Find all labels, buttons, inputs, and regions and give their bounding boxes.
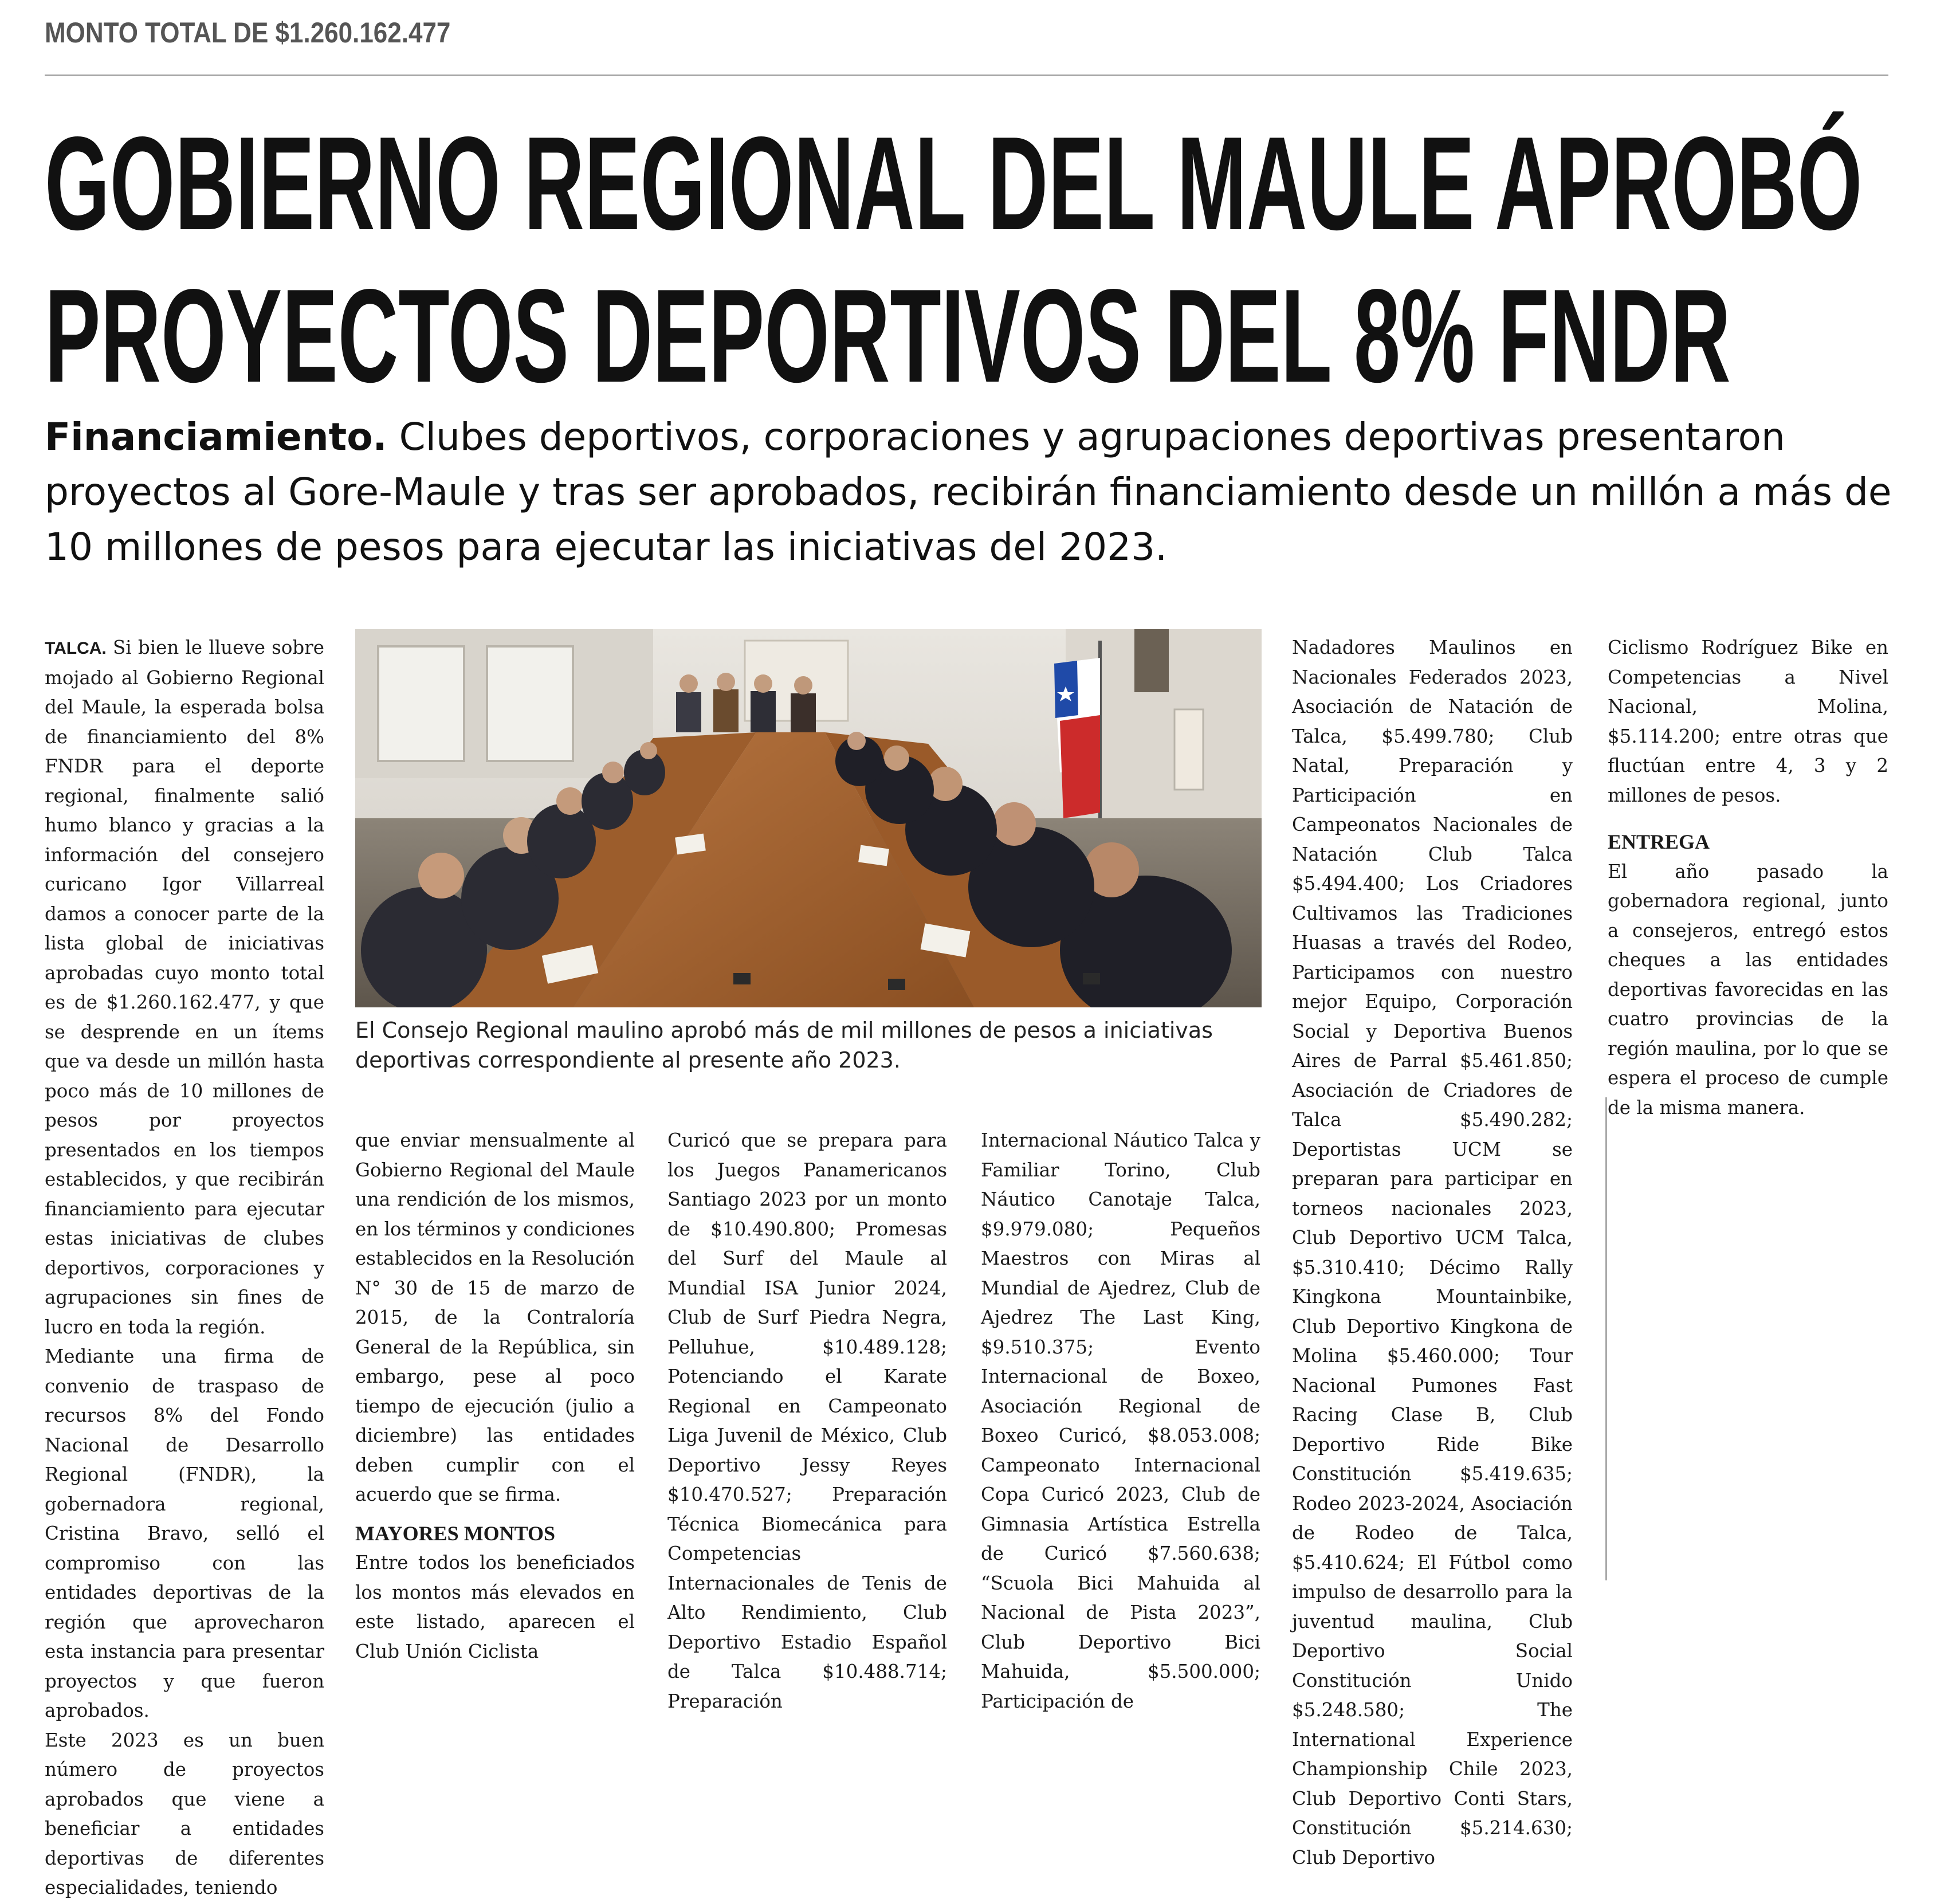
paragraph: El año pasado la gobernadora regional, junto a consejeros, entregó estos cheques a las entidades deportivas favorecidas en las cuatro provincias de la región maulina, por lo que se espera el proceso de cumple de la misma manera. (1608, 860, 1888, 1119)
column-rule (1605, 1097, 1607, 1580)
dateline: TALCA. (45, 639, 107, 658)
council-meeting-photo (355, 629, 1262, 1007)
paragraph-text: Si bien le llueve sobre mojado al Gobierno Regional del Maule, la esperada bolsa de financiamiento del 8% FNDR para el deporte regional, finalmente salió humo blanco y gracias a la información del consejero curicano Igor Villarreal damos a conocer parte de la lista global de iniciativas aprobadas cuyo monto total es de $1.260.162.477, y que se desprende en un ítems que va desde un millón hasta poco más de 10 millones de pesos por proyectos presentados en los tiempos establecidos, y que recibirán financiamiento para ejecutar estas iniciativas de clubes deportivos, corporaciones y agrupaciones sin fines de lucro en toda la región. (45, 637, 324, 1338)
top-rule (45, 74, 1888, 76)
column-3 (667, 1126, 947, 1716)
subheading: MAYORES MONTOS (355, 1521, 556, 1545)
column-4 (981, 1126, 1260, 1716)
paragraph: Internacional Náutico Talca y Familiar Torino, Club Náutico Canotaje Talca, $9.979.080; Pequeños Maestros con Miras al Mundial de Ajedrez, Club de Ajedrez The Last King, $9.510.375; Evento Internacional de Boxeo, Asociación Regional de Boxeo Curicó, $8.053.008; Campeonato Internacional Copa Curicó 2023, Club de Gimnasia Artística Estrella de Curicó $7.560.638; “Scuola Bici Mahuida al Nacional de Pista 2023”, Club Deportivo Bici Mahuida, $5.500.000; Participación de (981, 1129, 1260, 1712)
paragraph: Mediante una firma de convenio de traspaso de recursos 8% del Fondo Nacional de Desarrollo Regional (FNDR), la gobernadora regional, Cristina Bravo, selló el compromiso con las entidades deportivas de la región que aprovecharon esta instancia para presentar proyectos y que fueron aprobados. (45, 1345, 324, 1721)
headline-line-2: PROYECTOS DEPORTIVOS DEL 8% FNDR (45, 262, 1731, 410)
headline (45, 108, 1863, 413)
paragraph: Curicó que se prepara para los Juegos Panamericanos Santiago 2023 por un monto de $10.490.800; Promesas del Surf del Maule al Mundial ISA Junior 2024, Club de Surf Piedra Negra, Pelluhue, $10.489.128; Potenciando el Karate Regional en Campeonato Liga Juvenil de México, Club Deportivo Jessy Reyes $10.470.527; Preparación Técnica Biomecánica para Competencias Internacionales de Tenis de Alto Rendimiento, Club Deportivo Estadio Español de Talca $10.488.714; Preparación (667, 1129, 947, 1712)
deck (45, 410, 1901, 575)
paragraph: Nadadores Maulinos en Nacionales Federados 2023, Asociación de Natación de Talca, $5.499.780; Club Natal, Preparación y Participación en Campeonatos Nacionales de Natación Club Talca $5.494.400; Los Criadores Cultivamos las Tradiciones Huasas a través del Rodeo, Participamos con nuestro mejor Equipo, Corporación Social y Deportiva Buenos Aires de Parral $5.461.850; Asociación de Criadores de Talca $5.490.282; Deportistas UCM se preparan para participar en torneos nacionales 2023, Club Deportivo UCM Talca, $5.310.410; Décimo Rally Kingkona Mountainbike, Club Deportivo Kingkona de Molina $5.460.000; Tour Nacional Pumones Fast Racing Clase B, Club Deportivo Ride Bike Constitución $5.419.635; Rodeo 2023-2024, Asociación de Rodeo de Talca, $5.410.624; El Fútbol como impulso de desarrollo para la juventud maulina, Club Deportivo Social Constitución Unido $5.248.580; The International Experience Championship Chile 2023, Club Deportivo Conti Stars, Constitución $5.214.630; Club Deportivo (1292, 637, 1573, 1869)
deck-text: Clubes deportivos, corporaciones y agrupaciones deportivas presentaron proyectos al Gore-Maule y tras ser aprobados, recibirán financiamiento desde un millón a más de 10 millones de pesos para ejecutar las iniciativas del 2023. (45, 415, 1892, 569)
deck-lead: Financiamiento. (45, 415, 387, 459)
column-6 (1608, 633, 1888, 1123)
subheading: ENTREGA (1608, 830, 1710, 853)
paragraph: que enviar mensualmente al Gobierno Regional del Maule una rendición de los mismos, en los términos y condiciones establecidos en la Resolución N° 30 de 15 de marzo de 2015, de la Contraloría General de la República, sin embargo, pese al poco tiempo de ejecución (julio a diciembre) las entidades deben cumplir con el acuerdo que se firma. (355, 1129, 635, 1505)
paragraph: Este 2023 es un buen número de proyectos aprobados que viene a beneficiar a entidades deportivas de diferentes especialidades, teniendo (45, 1729, 324, 1898)
headline-line-1: GOBIERNO REGIONAL DEL MAULE APROBÓ (45, 109, 1863, 258)
paragraph (45, 633, 324, 1342)
news-photo (355, 629, 1262, 1007)
paragraph: Ciclismo Rodríguez Bike en Competencias a Nivel Nacional, Molina, $5.114.200; entre otras que fluctúan entre 4, 3 y 2 millones de pesos. (1608, 637, 1888, 806)
paragraph: Entre todos los beneficiados los montos más elevados en este listado, aparecen el Club Unión Ciclista (355, 1552, 635, 1662)
column-1 (45, 633, 324, 1903)
column-2 (355, 1126, 635, 1666)
column-5 (1292, 633, 1573, 1873)
kicker: MONTO TOTAL DE $1.260.162.477 (45, 17, 451, 49)
photo-caption: El Consejo Regional maulino aprobó más de mil millones de pesos a iniciativas deportivas correspondiente al presente año 2023. (355, 1018, 1213, 1073)
